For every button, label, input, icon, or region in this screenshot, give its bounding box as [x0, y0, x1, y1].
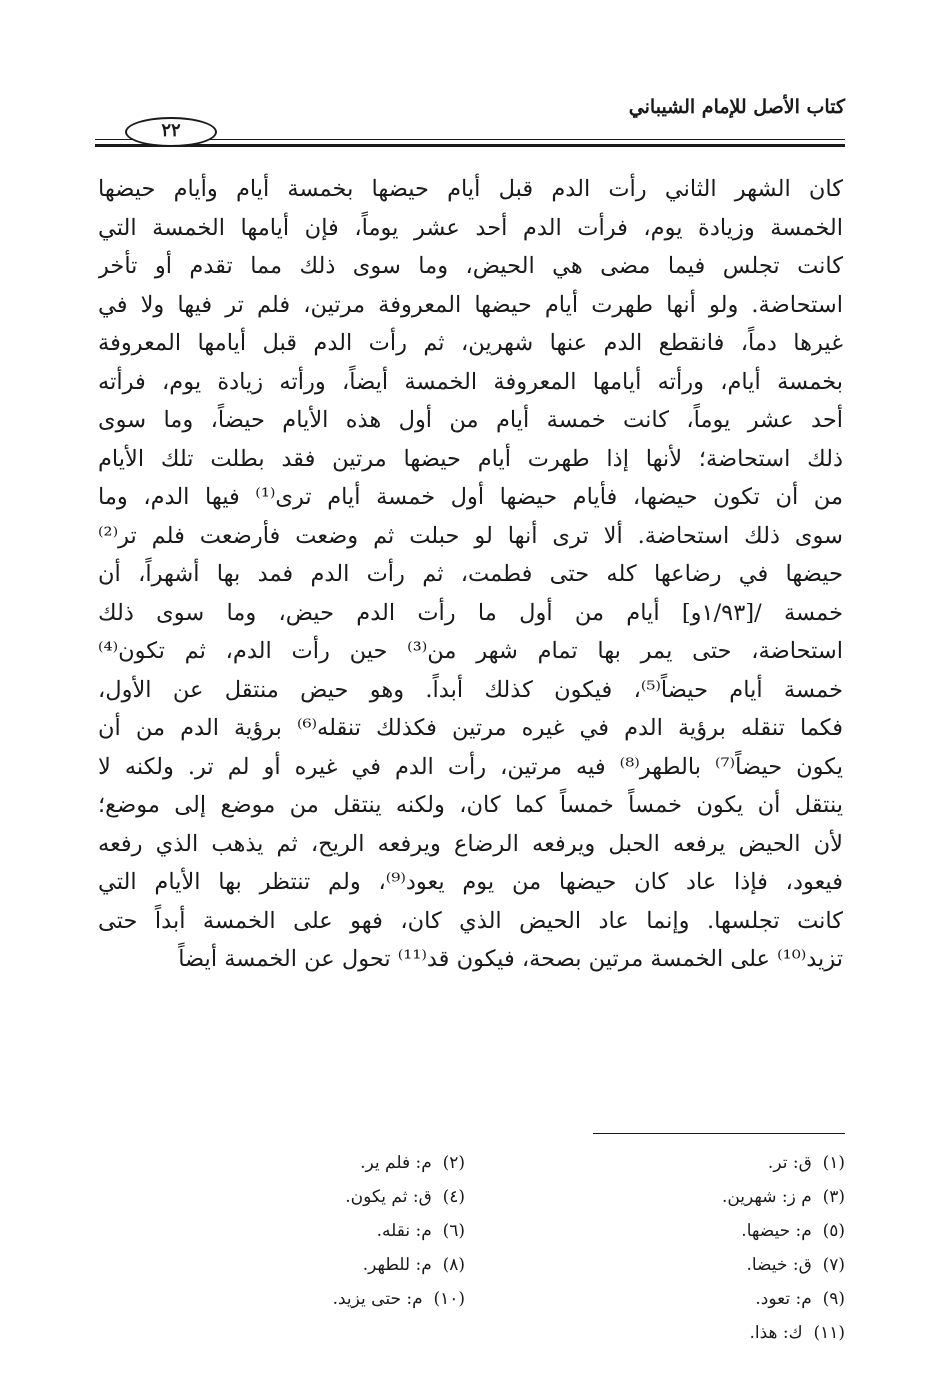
text-line: من أن تكون حيضها، فأيام حيضها أول خمسة أيام ترى⁽¹⁾ فيها الدم، وما — [98, 484, 843, 510]
text-line: سوى ذلك استحاضة. ألا ترى أنها لو حبلت ثم وضعت فأرضعت فلم تر⁽²⁾ — [98, 522, 843, 549]
footnote-number: (١) — [822, 1153, 845, 1173]
text-line: كانت تجلسها. وإنما عاد الحيض الذي كان، فهو على الخمسة أبداً حتى — [98, 907, 843, 934]
footnote-item — [345, 1186, 465, 1208]
text-line: تزيد⁽¹⁰⁾ على الخمسة مرتين بصحة، فيكون قد⁽¹¹⁾ تحول عن الخمسة أيضاً — [178, 946, 843, 972]
text-line: فكما تنقله برؤية الدم في غيره مرتين فكذلك تنقله⁽⁶⁾ برؤية الدم من أن — [98, 715, 843, 741]
footnote-item — [755, 1288, 845, 1310]
text-line: حيضها في رضاعها كله حتى فطمت، ثم رأت الدم فمد بها أشهراً، أن — [98, 561, 843, 587]
main-text — [98, 170, 843, 979]
footnote-number: (٦) — [442, 1221, 465, 1241]
book-title: كتاب الأصل للإمام الشيباني — [628, 96, 845, 118]
footnote-text: م: تعود. — [755, 1289, 812, 1309]
text-line: كان الشهر الثاني رأت الدم قبل أيام حيضها بخمسة أيام وأيام حيضها — [98, 176, 843, 202]
text-line: استحاضة. ولو أنها طهرت أيام حيضها المعروفة مرتين، فلم تر فيها ولا في — [98, 291, 843, 318]
footnote-text: ك: هذا. — [749, 1323, 803, 1343]
footnote-text: م: حيضها. — [741, 1221, 812, 1241]
footnote-number: (٢) — [442, 1153, 465, 1173]
footnote-number: (٧) — [822, 1255, 845, 1275]
text-line: خمسة /[١/٩٣و] أيام من أول ما رأت الدم حيض، وما سوى ذلك — [98, 599, 843, 626]
text-line: أحد عشر يوماً، كانت خمسة أيام من أول هذه الأيام حيضاً، وما سوى — [98, 407, 843, 433]
page-header — [95, 92, 845, 152]
footnote-item — [377, 1220, 465, 1242]
footnote-number: (١٠) — [433, 1289, 465, 1309]
text-line: كانت تجلس فيما مضى هي الحيض، وما سوى ذلك مما تقدم أو تأخر — [98, 253, 843, 279]
footnote-number: (٣) — [822, 1187, 845, 1207]
footnote-text: ق: ثم يكون. — [345, 1187, 432, 1207]
text-line: بخمسة أيام، ورأته أيامها المعروفة الخمسة أيضاً، ورأته زيادة يوم، فرأته — [98, 368, 843, 395]
page-number: ٢٢ — [161, 120, 181, 141]
footnote-text: م: حتى يزيد. — [332, 1289, 423, 1309]
footnote-text: ق: تر. — [767, 1153, 812, 1173]
text-line: استحاضة، حتى يمر بها تمام شهر من⁽³⁾ حين رأت الدم، ثم تكون⁽⁴⁾ — [98, 638, 843, 664]
page-number-badge — [125, 117, 215, 147]
footnote-text: م ز: شهرين. — [721, 1187, 812, 1207]
footnote-item — [363, 1254, 465, 1276]
footnote-item — [360, 1152, 465, 1174]
footnote-separator — [593, 1133, 845, 1134]
footnote-number: (١١) — [813, 1323, 845, 1343]
text-line: ذلك استحاضة؛ لأنها إذا طهرت أيام حيضها مرتين فقد بطلت تلك الأيام — [98, 445, 843, 472]
text-line: غيرها دماً، فانقطع الدم عنها شهرين، ثم رأت الدم قبل أيامها المعروفة — [98, 330, 843, 356]
footnotes — [95, 1152, 845, 1343]
footnote-number: (٤) — [442, 1187, 465, 1207]
footnote-item — [746, 1254, 845, 1276]
text-line: ينتقل أن يكون خمساً خمساً كما كان، ولكنه ينتقل من موضع إلى موضع؛ — [98, 792, 843, 818]
text-line: خمسة أيام حيضاً⁽⁵⁾، فيكون كذلك أبداً. وهو حيض منتقل عن الأول، — [98, 676, 843, 703]
footnote-number: (٨) — [442, 1255, 465, 1275]
footnote-number: (٥) — [822, 1221, 845, 1241]
footnote-text: م: فلم ير. — [360, 1153, 432, 1173]
text-line: فيعود، فإذا عاد كان حيضها من يوم يعود⁽⁹⁾، ولم تنتظر بها الأيام التي — [98, 869, 843, 895]
text-line: يكون حيضاً⁽⁷⁾ بالطهر⁽⁸⁾ فيه مرتين، رأت الدم في غيره أو لم تر. ولكنه لا — [98, 753, 843, 780]
footnote-item — [741, 1220, 845, 1242]
footnote-item — [768, 1152, 845, 1174]
footnote-number: (٩) — [822, 1289, 845, 1309]
text-line: لأن الحيض يرفعه الحبل ويرفعه الرضاع ويرفعه الريح، ثم يذهب الذي رفعه — [98, 830, 843, 857]
footnote-item — [333, 1288, 465, 1310]
footnote-item — [749, 1322, 845, 1344]
footnote-item — [722, 1186, 845, 1208]
footnote-text: م: للطهر. — [362, 1255, 432, 1275]
text-line: الخمسة وزيادة يوم، فرأت الدم أحد عشر يوماً، فإن أيامها الخمسة التي — [98, 214, 843, 241]
footnote-text: ق: خيضا. — [746, 1255, 812, 1275]
footnote-text: م: نقله. — [376, 1221, 432, 1241]
